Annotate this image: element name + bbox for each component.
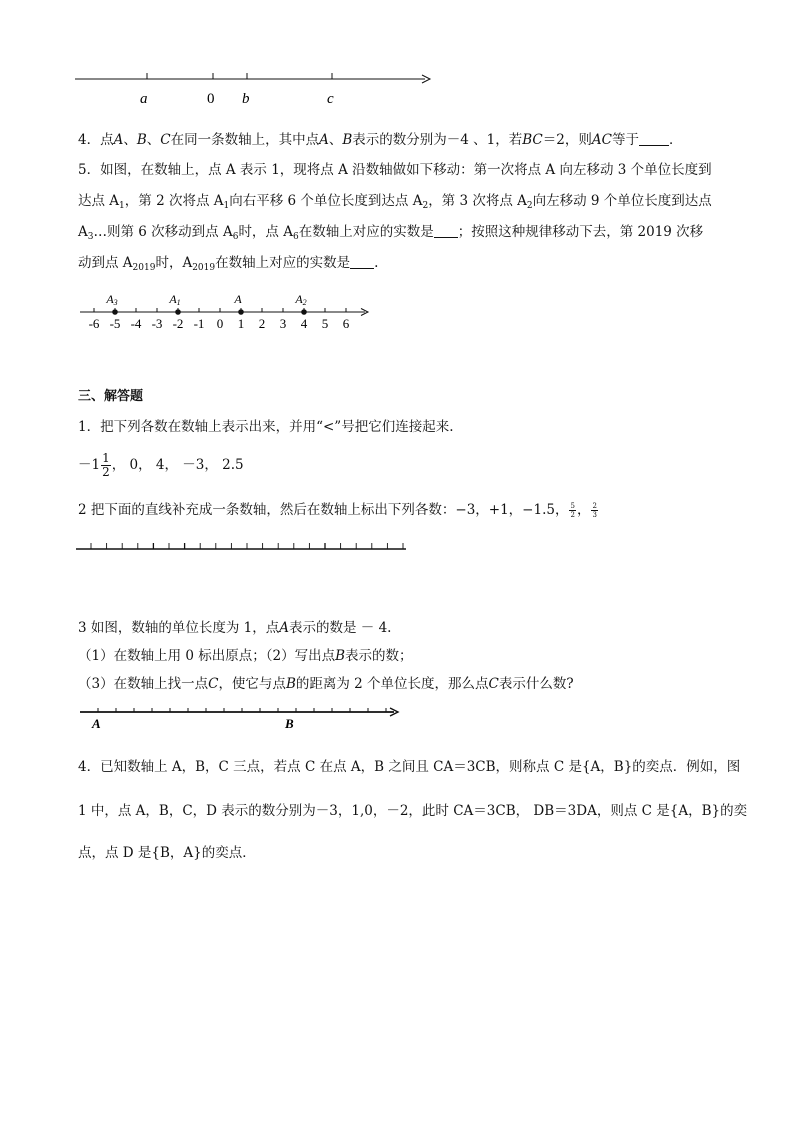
axis-label-c: c — [327, 91, 334, 107]
point-dot — [301, 309, 307, 315]
tick-label: 4 — [300, 316, 308, 331]
fraction-2-3: $\frac{2}{3}$ — [592, 502, 597, 519]
section-title: 三、解答题 — [78, 389, 144, 404]
tick-label: -3 — [151, 316, 163, 331]
problem-4-line-2: 1 中，点 A，B，C，D 表示的数分别为－3，1,0，－2，此时 CA＝3CB， DB＝3DA，则点 C 是{A，B}的奕 — [78, 803, 748, 819]
tick-label: 2 — [258, 316, 266, 331]
number-line-ab — [76, 700, 406, 736]
mixed-fraction: $\frac{1}{2}$ — [102, 451, 110, 479]
number-line-abc — [70, 64, 440, 114]
problem-4-line-3: 点，点 D 是{B，A}的奕点． — [78, 845, 256, 861]
question-5-line-1: 5．如图，在数轴上，点 A 表示 1，现将点 A 沿数轴做如下移动：第一次将点 A 向左移动 3 个单位长度到 — [78, 162, 712, 178]
point-label: A1 — [169, 292, 181, 307]
axis-label-b: b — [242, 91, 250, 107]
tick-label: 0 — [216, 316, 224, 331]
tick-label: -2 — [172, 316, 184, 331]
problem-3-line-3: （3）在数轴上找一点C，使它与点B的距离为 2 个单位长度，那么点C表示什么数? — [78, 676, 574, 692]
question-5-line-3: $A_3\dots$则第 6 次移动到点 $A_6$时，点 $A_6$在数轴上对应的实数是 ；按照这种规律移动下去，第 2019 次移 — [78, 224, 704, 242]
axis-label-a: a — [140, 91, 148, 107]
tick-label: -5 — [109, 316, 121, 331]
tick-label: 5 — [321, 316, 329, 331]
answer-blank-a2019[interactable] — [350, 256, 374, 269]
question-5-line-2: 达点 $A_1$，第 2 次将点 $A_1$向右平移 6 个单位长度到达点 $A_2$，第 3 次将点 $A_2$向左移动 9 个单位长度到达点 — [78, 193, 712, 211]
point-label: A — [234, 292, 242, 306]
point-dot — [112, 309, 118, 315]
number-line-moves — [78, 286, 378, 332]
axis-label-A: A — [92, 716, 101, 731]
tick-marks — [94, 308, 346, 312]
problem-3-line-2: （1）在数轴上用 0 标出原点；（2）写出点B表示的数； — [78, 648, 413, 664]
axis-label-B: B — [285, 716, 294, 731]
tick-label: -4 — [130, 316, 142, 331]
answer-blank[interactable] — [639, 133, 669, 146]
question-4: 4．点A、B、C在同一条数轴上，其中点A、B表示的数分别为－4 、1，若BC＝2，则AC等于 ． — [78, 132, 683, 148]
problem-3-line-1: 3 如图，数轴的单位长度为 1，点A表示的数是 － 4. — [78, 620, 392, 636]
tick-labels — [89, 316, 350, 331]
tick-label: 6 — [342, 316, 350, 331]
point-dot — [175, 309, 181, 315]
tick-label: -6 — [88, 316, 100, 331]
problem-4-line-1: 4．已知数轴上 A，B，C 三点，若点 C 在点 A，B 之间且 CA＝3CB，则称点 C 是{A，B}的奕点．例如，图 — [78, 759, 741, 775]
axis-label-zero: 0 — [207, 91, 215, 107]
point-label: A3 — [106, 292, 118, 307]
point-dot — [238, 309, 244, 315]
problem-1-text: 1．把下列各数在数轴上表示出来，并用“<”号把它们连接起来. — [78, 419, 454, 435]
question-5-line-4: 动到点 $A_{2019}$时，$A_{2019}$在数轴上对应的实数是 . — [78, 255, 379, 273]
tick-label: -1 — [193, 316, 205, 331]
fraction-5-2: $\frac{5}{2}$ — [570, 502, 575, 519]
problem-2-text: 2 把下面的直线补充成一条数轴，然后在数轴上标出下列各数：−3，+1，−1.5， $\frac{5}{2}$ ， $\frac{2}{3}$ — [78, 502, 597, 519]
answer-blank-a6[interactable] — [434, 225, 458, 238]
tick-label: 1 — [237, 316, 245, 331]
problem-1-numbers: －1 $\frac{1}{2}$ ， 0， 4， －3， 2.5 — [78, 451, 244, 479]
incomplete-number-line[interactable] — [74, 538, 410, 554]
point-label: A2 — [295, 292, 307, 307]
tick-label: 3 — [279, 316, 287, 331]
